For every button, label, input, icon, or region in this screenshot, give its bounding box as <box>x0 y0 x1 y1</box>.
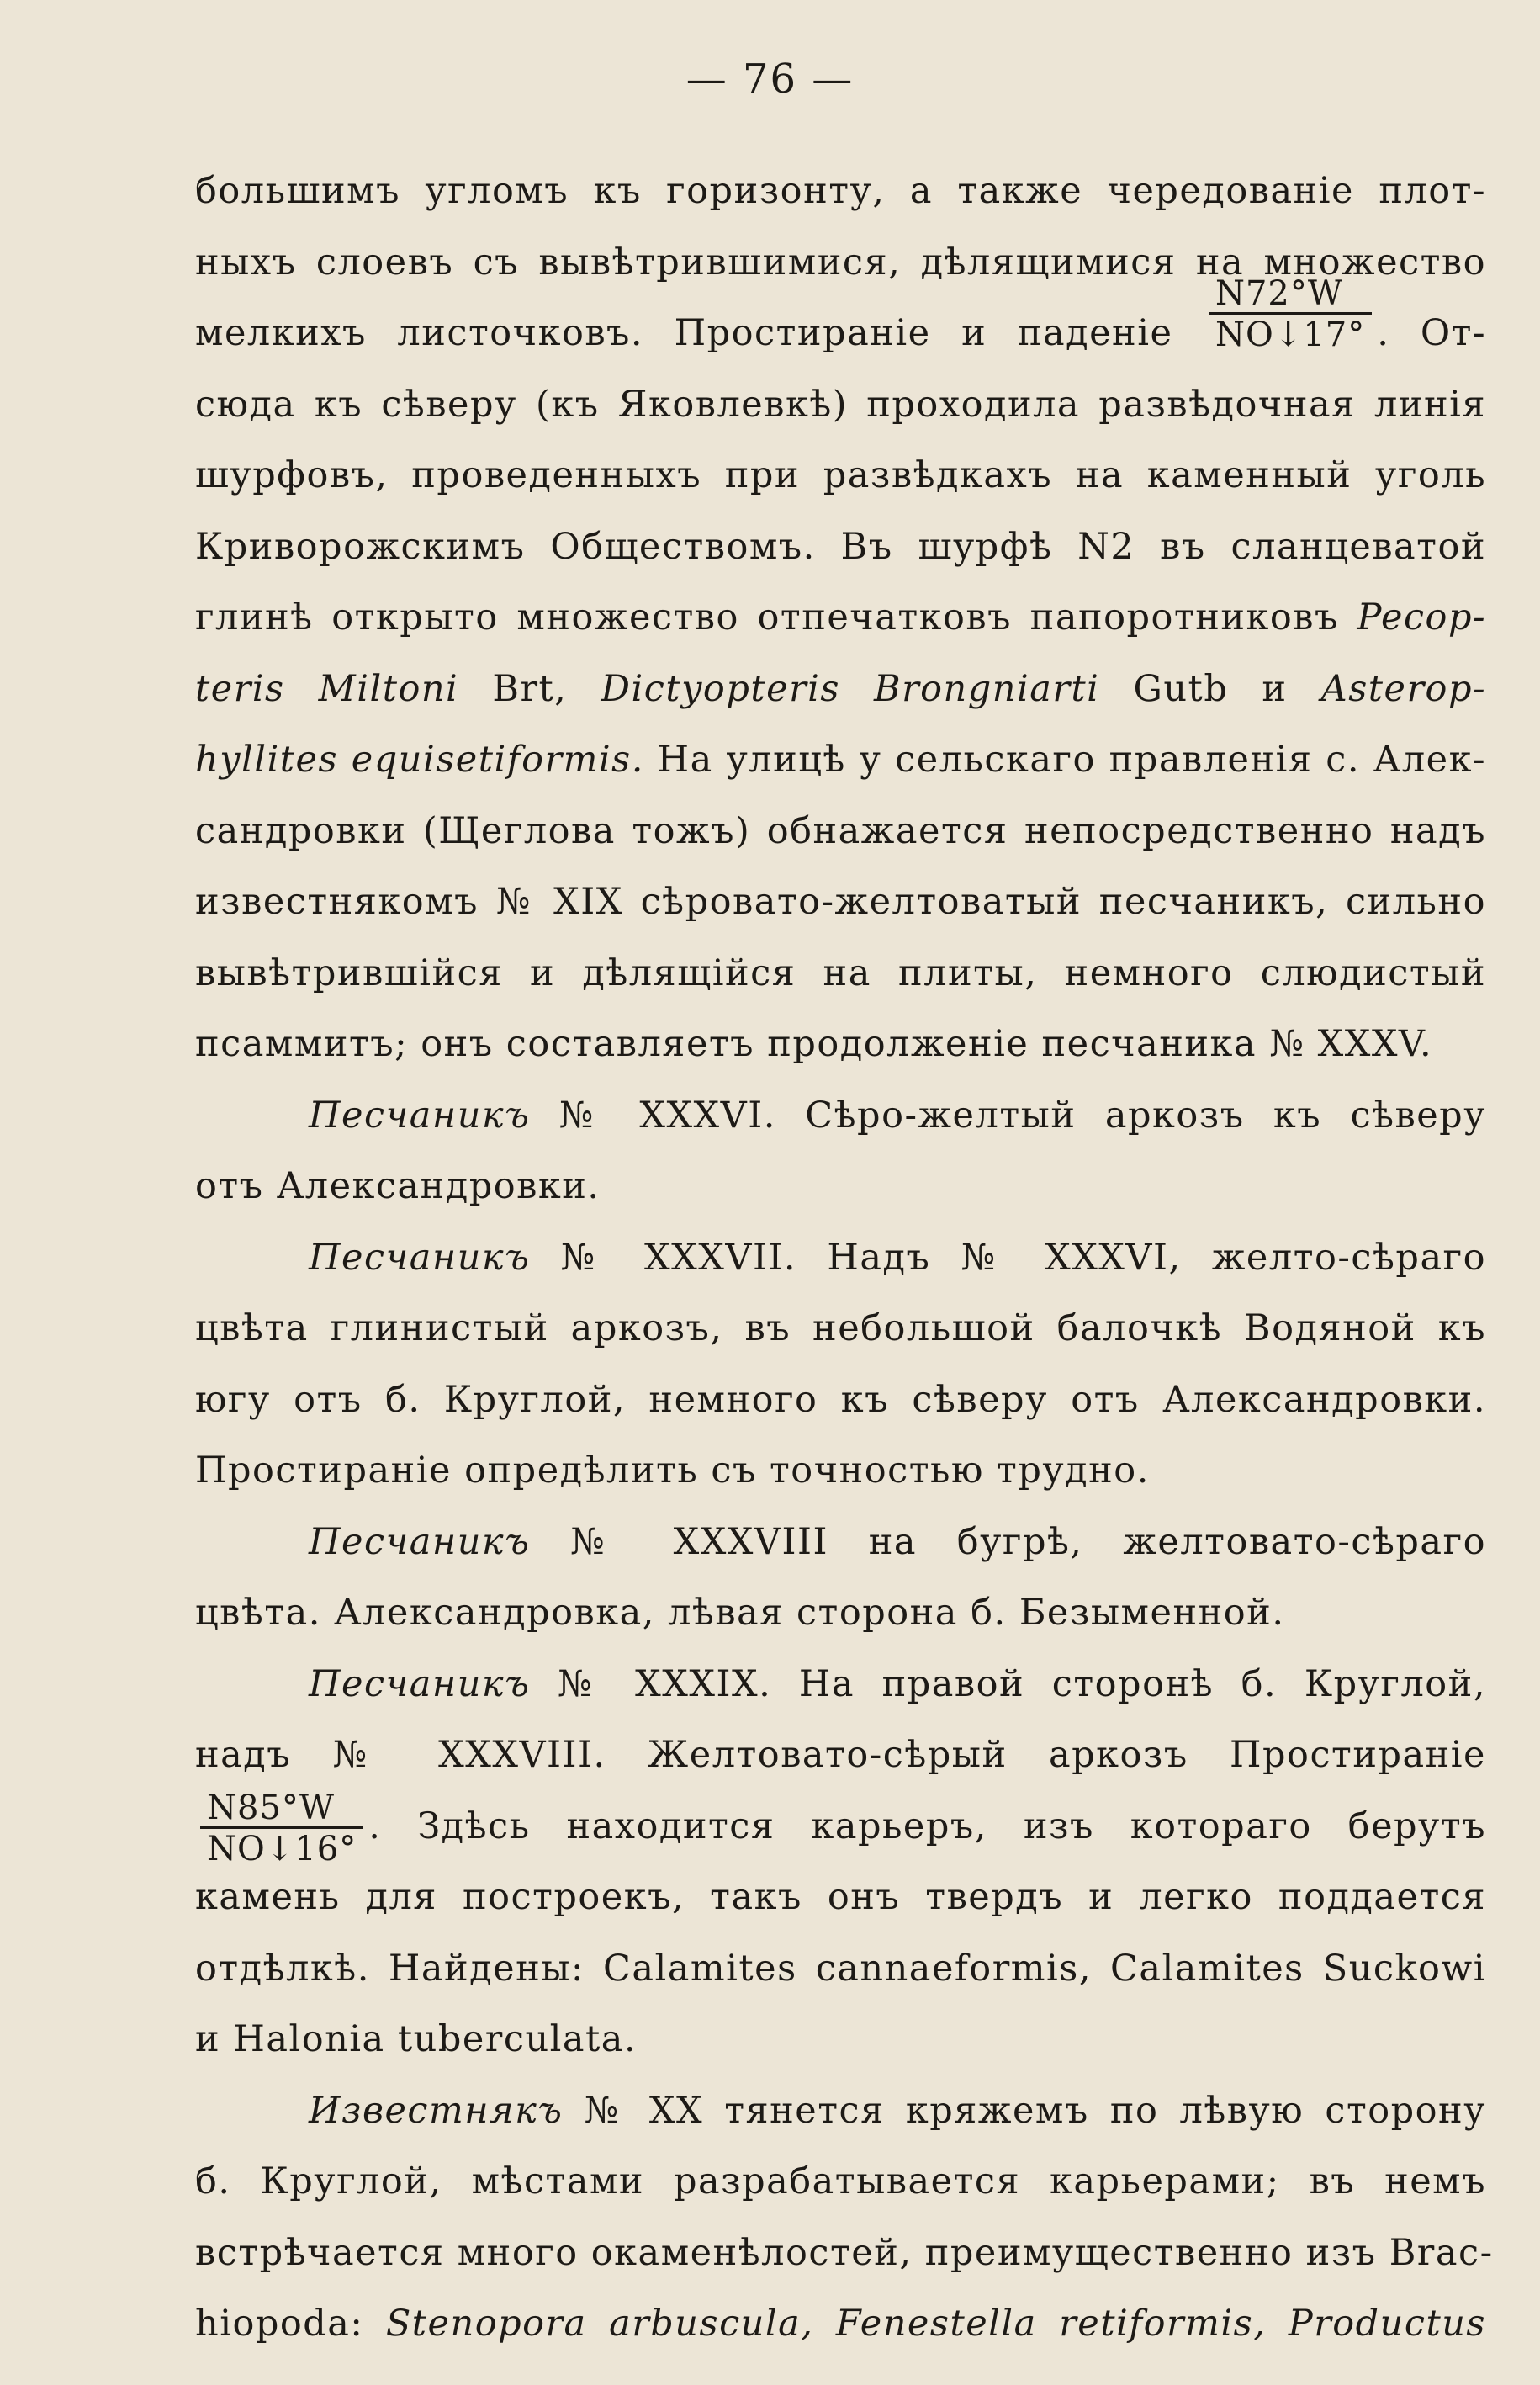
page-number: — 76 — <box>685 56 855 103</box>
text-line: сюда къ сѣверу (къ Яковлевкѣ) проходила развѣдочная линія <box>195 383 1486 426</box>
text-body <box>195 156 1494 2360</box>
text-line: $\frac{N85^\circ W}{NO↓16^\circ}$ . Здѣсь находится карьеръ, изъ котораго берутъ <box>195 1791 1486 1863</box>
paragraph-sandstone-xxxvi: Песчаникъ № XXXVI. Сѣро-желтый аркозъ къ сѣверу <box>309 1094 1486 1137</box>
text-line: встрѣчается много окаменѣлостей, преимущественно изъ Brac- <box>195 2231 1494 2274</box>
text-line: надъ № XXXVIII. Желтовато-сѣрый аркозъ Простираніе <box>195 1734 1486 1776</box>
text-line: отдѣлкѣ. Найдены: Calamites cannaeformis, Calamites Suckowi <box>195 1947 1486 1990</box>
strike-dip-fraction: $\frac{N72^\circ W}{NO↓17^\circ}$ <box>1209 277 1372 352</box>
text-line: известнякомъ № XIX сѣровато-желтоватый песчаникъ, сильно <box>195 881 1486 923</box>
paragraph-sandstone-xxxvii: Песчаникъ № XXXVII. Надъ № XXXVI, желто-сѣраго <box>309 1236 1486 1279</box>
text-line: цвѣта глинистый аркозъ, въ небольшой балочкѣ Водяной къ <box>195 1307 1486 1349</box>
paragraph-limestone-xx: Известнякъ № XX тянется кряжемъ по лѣвую сторону <box>309 2089 1486 2132</box>
paragraph-sandstone-xxxviii: Песчаникъ № XXXVIII на бугрѣ, желтовато-сѣраго <box>309 1520 1486 1563</box>
text-line: Криворожскимъ Обществомъ. Въ шурфѣ N2 въ сланцеватой <box>195 525 1486 568</box>
strike-dip-fraction: $\frac{N85^\circ W}{NO↓16^\circ}$ <box>200 1791 363 1866</box>
text-line: цвѣта. Александровка, лѣвая сторона б. Безыменной. <box>195 1592 1285 1634</box>
text-line: отъ Александровки. <box>195 1165 601 1207</box>
text-line: ныхъ слоевъ съ вывѣтрившимися, дѣлящимися на множество <box>195 241 1486 284</box>
text-line: сандровки (Щеглова тожъ) обнажается непосредственно надъ <box>195 809 1486 852</box>
text-line: hiopoda: Stenopora arbuscula, Fenestella retiformis, Productus <box>195 2303 1486 2345</box>
text-line: hyllites equisetiformis. На улицѣ у сельскаго правленія с. Алек- <box>195 739 1486 781</box>
text-line: югу отъ б. Круглой, немного къ сѣверу отъ Александровки. <box>195 1378 1486 1421</box>
text-line: Простираніе опредѣлить съ точностью трудно. <box>195 1450 1150 1492</box>
text-line: вывѣтрившійся и дѣлящійся на плиты, немного слюдистый <box>195 951 1486 994</box>
text-line: шурфовъ, проведенныхъ при развѣдкахъ на каменный уголь <box>195 454 1486 496</box>
text-line: teris Miltoni Brt, Dictyopteris Brongniarti Gutb и Asterop- <box>195 667 1487 710</box>
text-line: б. Круглой, мѣстами разрабатывается карьерами; въ немъ <box>195 2160 1486 2202</box>
text-line: камень для построекъ, такъ онъ твердъ и легко поддается <box>195 1876 1486 1918</box>
text-line: глинѣ открыто множество отпечатковъ папоротниковъ Pecop- <box>195 596 1487 639</box>
paragraph-sandstone-xxxix: Песчаникъ № XXXIX. На правой сторонѣ б. Круглой, <box>309 1662 1486 1705</box>
text-line: псаммитъ; онъ составляетъ продолженіе песчаника № XXXV. <box>195 1023 1433 1065</box>
text-line: большимъ угломъ къ горизонту, а также чередованіе плот- <box>195 170 1486 212</box>
text-line: мелкихъ листочковъ. Простираніе и паденіе $\frac{N72^\circ W}{NO↓17^\circ}$ . От- <box>195 273 1486 354</box>
text-line: и Halonia tuberculata. <box>195 2018 638 2060</box>
